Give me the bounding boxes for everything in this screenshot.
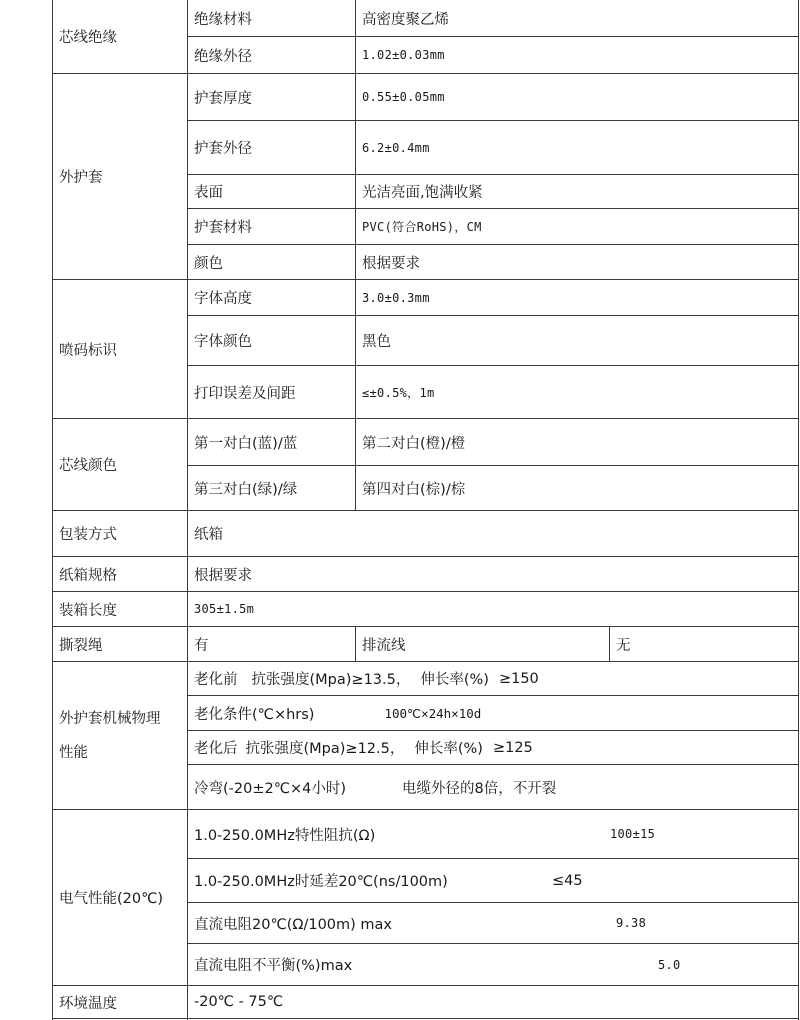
jacket-od-label: 护套外径 (194, 141, 252, 157)
before-aging-elongation-value: ≥150 (498, 670, 539, 687)
temperature-label: 环境温度 (59, 995, 117, 1012)
insulation-od-label: 绝缘外径 (194, 48, 252, 65)
marking-color-label: 字体颜色 (194, 334, 252, 350)
impedance-label: 1.0-250.0MHz特性阻抗(Ω) (194, 827, 376, 844)
category-jacket: 外护套 (59, 170, 103, 186)
delay-skew-value: ≤45 (552, 872, 583, 889)
packing-length-label: 装箱长度 (59, 602, 117, 619)
after-aging-label: 老化后 (194, 741, 238, 757)
after-aging-row (188, 731, 798, 764)
ripcord-label: 撕裂绳 (59, 637, 103, 654)
before-aging-label: 老化前 (194, 672, 238, 688)
after-aging-elongation-value: ≥125 (492, 739, 533, 756)
ripcord-value: 有 (194, 637, 209, 654)
pair-3-color: 第三对白(绿)/绿 (194, 481, 298, 498)
pair-4-color: 第四对白(棕)/棕 (362, 481, 466, 498)
category-jacket-mechanical-line2: 性能 (59, 744, 88, 761)
jacket-thickness-label: 护套厚度 (194, 90, 252, 107)
jacket-thickness-value: 0.55±0.05mm (362, 90, 445, 104)
category-marking: 喷码标识 (59, 342, 117, 359)
after-aging-elongation-label: 伸长率(%) (414, 741, 483, 757)
pair-1-color: 第一对白(蓝)/蓝 (194, 435, 298, 452)
before-aging-row (188, 662, 798, 695)
temperature-value: -20℃ - 75℃ (194, 994, 284, 1010)
category-core-insulation: 芯线绝缘 (59, 30, 117, 46)
cold-bend-value: 电缆外径的8倍，不开裂 (402, 780, 557, 797)
jacket-surface-value: 光洁亮面,饱满收紧 (362, 185, 483, 201)
packing-method-label: 包装方式 (59, 527, 117, 543)
carton-spec-label: 纸箱规格 (59, 567, 117, 584)
packing-method-value: 纸箱 (194, 527, 223, 543)
h-line (52, 1018, 799, 1019)
dc-resistance-unbalance-label: 直流电阻不平衡(%)max (194, 958, 353, 974)
category-core-color: 芯线颜色 (59, 458, 117, 474)
before-aging-tensile: 抗张强度(Mpa)≥13.5， (251, 672, 411, 688)
dc-resistance-label: 直流电阻20℃(Ω/100m) max (194, 916, 393, 933)
jacket-color-value: 根据要求 (362, 255, 420, 272)
drain-wire-value: 无 (616, 637, 631, 654)
insulation-material-value: 高密度聚乙烯 (362, 11, 449, 28)
dc-resistance-value: 9.38 (616, 916, 647, 930)
aging-condition-row (188, 696, 798, 730)
after-aging-tensile: 抗张强度(Mpa)≥12.5， (245, 741, 405, 757)
category-electrical: 电气性能(20℃) (59, 891, 164, 907)
cold-bend-row (188, 765, 798, 809)
insulation-material-label: 绝缘材料 (194, 11, 252, 28)
carton-spec-value: 根据要求 (194, 567, 252, 584)
category-jacket-mechanical (53, 662, 187, 809)
jacket-od-value: 6.2±0.4mm (362, 140, 430, 155)
marking-color-value: 黑色 (362, 334, 391, 350)
packing-length-value: 305±1.5m (194, 602, 255, 616)
jacket-color-label: 颜色 (194, 255, 223, 272)
impedance-value: 100±15 (610, 827, 656, 841)
jacket-surface-label: 表面 (194, 185, 223, 201)
pair-2-color: 第二对白(橙)/橙 (362, 435, 466, 452)
marking-height-value: 3.0±0.3mm (362, 290, 430, 305)
cold-bend-label: 冷弯(-20±2℃×4小时) (194, 780, 347, 797)
aging-condition-value: 100℃×24h×10d (384, 705, 482, 721)
insulation-od-value: 1.02±0.03mm (362, 48, 445, 62)
marking-tolerance-label: 打印误差及间距 (194, 385, 296, 402)
category-jacket-mechanical-line1: 外护套机械物理 (59, 710, 161, 727)
marking-height-label: 字体高度 (194, 291, 252, 307)
drain-wire-label: 排流线 (362, 637, 406, 654)
delay-skew-label: 1.0-250.0MHz时延差20℃(ns/100m) (194, 874, 448, 890)
dc-resistance-unbalance-value: 5.0 (658, 957, 681, 972)
marking-tolerance-value: ≤±0.5%，1m (362, 385, 435, 400)
jacket-material-value: PVC(符合RoHS)，CM (362, 220, 482, 234)
aging-condition-label: 老化条件(℃×hrs) (194, 706, 315, 723)
jacket-material-label: 护套材料 (194, 220, 252, 236)
before-aging-elongation-label: 伸长率(%) (420, 672, 489, 688)
